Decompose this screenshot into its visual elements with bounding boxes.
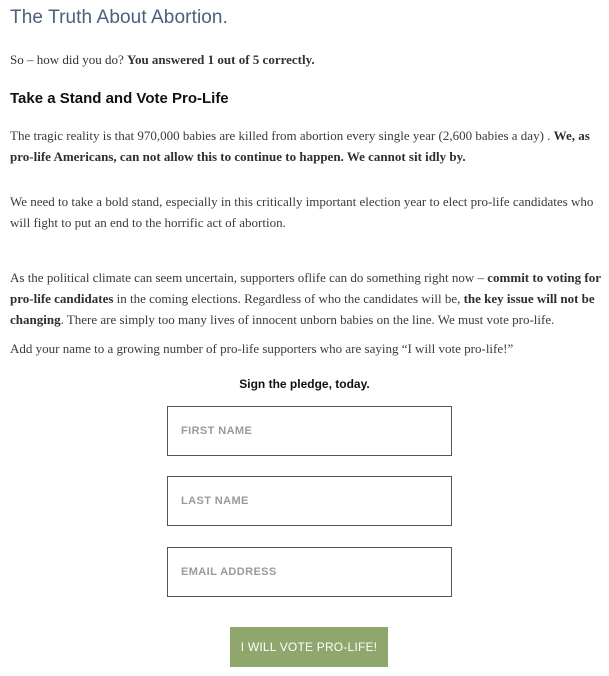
section-heading: Take a Stand and Vote Pro-Life — [10, 90, 229, 107]
paragraph-emphasis: commit to voting for pro-life candidates — [10, 270, 601, 306]
vote-pro-life-button[interactable]: I WILL VOTE PRO-LIFE! — [230, 627, 388, 667]
paragraph-emphasis: the key issue will not be changing — [10, 291, 595, 327]
page-title: The Truth About Abortion. — [10, 7, 228, 28]
score-question: So – how did you do? — [10, 52, 124, 67]
paragraph-text: As the political climate can seem uncertain, supporters oflife can do something right now – — [10, 270, 488, 285]
paragraph-text: . There are simply too many lives of innocent unborn babies on the line. We must vote pro-life. — [60, 312, 555, 327]
paragraph-abortion-statistics — [10, 125, 602, 167]
paragraph-add-your-name: Add your name to a growing number of pro-life supporters who are saying “I will vote pro-life!” — [10, 341, 514, 356]
paragraph-emphasis: We, as pro-life Americans, can not allow this to continue to happen. We cannot sit idly by. — [10, 128, 590, 164]
paragraph-political-climate — [10, 267, 602, 330]
pledge-title: Sign the pledge, today. — [239, 377, 370, 391]
last-name-field[interactable] — [167, 476, 452, 526]
paragraph-text: in the coming elections. Regardless of who the candidates will be, — [113, 291, 464, 306]
first-name-field[interactable] — [167, 406, 452, 456]
email-field[interactable] — [167, 547, 452, 597]
paragraph-text: The tragic reality is that 970,000 babies are killed from abortion every single year (2,600 babies a day) . — [10, 128, 554, 143]
quiz-score-line — [10, 51, 600, 69]
paragraph-bold-stand: We need to take a bold stand, especially in this critically important election year to elect pro-life candidates who will fight to put an end to the horrific act of abortion. — [10, 194, 594, 230]
score-result: You answered 1 out of 5 correctly. — [127, 52, 315, 67]
